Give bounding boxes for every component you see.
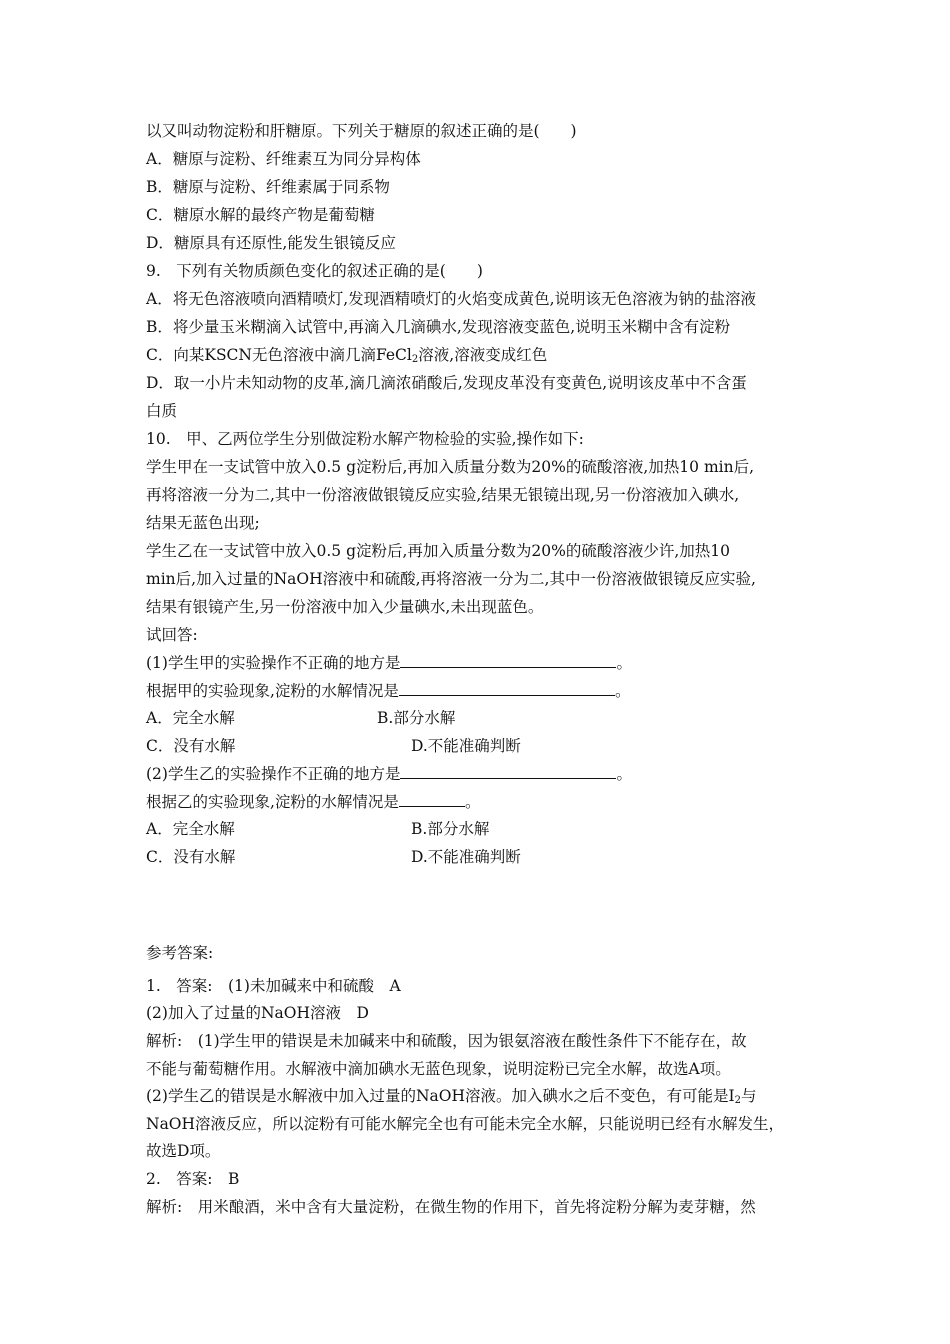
q8-option-c: C．糖原水解的最终产物是葡萄糖 xyxy=(146,206,375,224)
answer-1-explanation-line4: NaOH溶液反应，所以淀粉有可能水解完全也有可能未完全水解，只能说明已经有水解发生， xyxy=(146,1115,785,1133)
answer-2-line1: 2. 答案: B xyxy=(146,1170,240,1188)
q10-part2-option-b: B.部分水解 xyxy=(411,820,490,838)
q10-ask: 试回答: xyxy=(146,626,198,644)
q9-option-d-line2: 白质 xyxy=(146,402,178,420)
answers-heading: 参考答案: xyxy=(146,944,214,962)
q10-part2-option-c: C．没有水解 xyxy=(146,848,236,866)
answer-1-explanation-line2: 不能与葡萄糖作用。水解液中滴加碘水无蓝色现象，说明淀粉已完全水解，故选A项。 xyxy=(146,1060,731,1078)
q10-part1-option-d: D.不能准确判断 xyxy=(411,737,521,755)
answer-1-explanation-line5: 故选D项。 xyxy=(146,1142,221,1160)
q10-part2-judgement: 根据乙的实验现象,淀粉的水解情况是 。 xyxy=(146,793,481,811)
q8-option-b: B．糖原与淀粉、纤维素属于同系物 xyxy=(146,178,390,196)
answer-1-line1: 1. 答案: (1)未加碱来中和硫酸 A xyxy=(146,977,401,995)
q10-yi-line1: 学生乙在一支试管中放入0.5 g淀粉后,再加入质量分数为20%的硫酸溶液少许,加热10 xyxy=(146,542,731,560)
q10-jia-line1: 学生甲在一支试管中放入0.5 g淀粉后,再加入质量分数为20%的硫酸溶液,加热10 min后, xyxy=(146,458,755,476)
answer-blank[interactable] xyxy=(399,792,465,807)
answer-blank[interactable] xyxy=(400,764,616,779)
q9-stem: 9. 下列有关物质颜色变化的叙述正确的是( ) xyxy=(146,262,483,280)
q10-yi-line2: min后,加入过量的NaOH溶液中和硫酸,再将溶液一分为二,其中一份溶液做银镜反应实验, xyxy=(146,570,756,588)
q10-part1-judgement: 根据甲的实验现象,淀粉的水解情况是 。 xyxy=(146,682,631,700)
q10-part1-option-c: C．没有水解 xyxy=(146,737,236,755)
q10-part1-option-a: A．完全水解 xyxy=(146,709,235,727)
answer-blank[interactable] xyxy=(399,681,615,696)
answer-2-explanation-line1: 解析: 用米酿酒，米中含有大量淀粉，在微生物的作用下，首先将淀粉分解为麦芽糖，然 xyxy=(146,1198,756,1216)
answer-1-explanation-line3: (2)学生乙的错误是水解液中加入过量的NaOH溶液。加入碘水之后不变色，有可能是$I_2$与 xyxy=(146,1087,757,1106)
q8-option-a: A．糖原与淀粉、纤维素互为同分异构体 xyxy=(146,150,421,168)
q9-option-b: B．将少量玉米糊滴入试管中,再滴入几滴碘水,发现溶液变蓝色,说明玉米糊中含有淀粉 xyxy=(146,318,731,336)
q9-option-d-line1: D．取一小片未知动物的皮革,滴几滴浓硝酸后,发现皮革没有变黄色,说明该皮革中不含蛋 xyxy=(146,374,747,392)
q10-part1-question: (1)学生甲的实验操作不正确的地方是 。 xyxy=(146,654,632,672)
q10-stem: 10. 甲、乙两位学生分别做淀粉水解产物检验的实验,操作如下: xyxy=(146,430,584,448)
q10-part2-question: (2)学生乙的实验操作不正确的地方是 。 xyxy=(146,765,632,783)
q9-option-c: C．向某KSCN无色溶液中滴几滴FeCl$_2$溶液,溶液变成红色 xyxy=(146,346,548,365)
q8-option-d: D．糖原具有还原性,能发生银镜反应 xyxy=(146,234,396,252)
q9-option-a: A．将无色溶液喷向酒精喷灯,发现酒精喷灯的火焰变成黄色,说明该无色溶液为钠的盐溶液 xyxy=(146,290,757,308)
answer-1-line2: (2)加入了过量的NaOH溶液 D xyxy=(146,1004,369,1022)
q8-stem: 以又叫动物淀粉和肝糖原。下列关于糖原的叙述正确的是( ) xyxy=(146,122,577,140)
q10-part2-option-a: A．完全水解 xyxy=(146,820,235,838)
q10-part1-option-b: B.部分水解 xyxy=(377,709,456,727)
q10-jia-line3: 结果无蓝色出现; xyxy=(146,514,260,532)
q10-yi-line3: 结果有银镜产生,另一份溶液中加入少量碘水,未出现蓝色。 xyxy=(146,598,544,616)
answer-1-explanation-line1: 解析: (1)学生甲的错误是未加碱来中和硫酸，因为银氨溶液在酸性条件下不能存在，故 xyxy=(146,1032,747,1050)
q10-jia-line2: 再将溶液一分为二,其中一份溶液做银镜反应实验,结果无银镜出现,另一份溶液加入碘水, xyxy=(146,486,740,504)
q10-part2-option-d: D.不能准确判断 xyxy=(411,848,521,866)
answer-blank[interactable] xyxy=(400,653,616,668)
